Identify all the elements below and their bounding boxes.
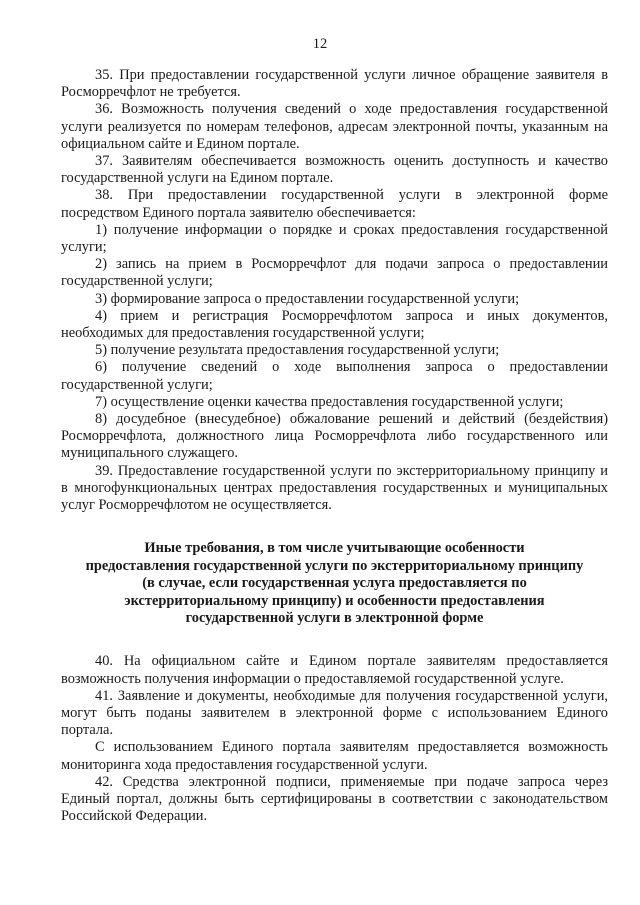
list-item-3: 3) формирование запроса о предоставлении государственной услуги; xyxy=(95,290,520,307)
list-item-2: 2) запись на прием в Росморречфлот для подачи запроса о предоставлении государственной услуги; xyxy=(61,256,608,290)
list-item-4: 4) прием и регистрация Росморречфлотом запроса и иных документов, необходимых для предоставления государственной услуги; xyxy=(61,307,608,342)
heading-line-2: предоставления государственной услуги по экстерриториальному принципу xyxy=(85,557,584,574)
paragraph-36: 36. Возможность получения сведений о ходе предоставления государственной услуги реализуется по номерам телефонов, адресам электронной почты, указанным на официальном сайте и Едином портале. xyxy=(61,101,608,152)
list-item-8: 8) досудебное (внесудебное) обжалование решений и действий (бездействия) Росморречфлота, должностного лица Росморречфлота либо государственного или муниципального служащего. xyxy=(61,411,608,462)
page-number: 12 xyxy=(312,36,328,52)
paragraph-35: 35. При предоставлении государственной услуги личное обращение заявителя в Росморречфлот не требуется. xyxy=(61,67,608,101)
heading-line-3: (в случае, если государственная услуга предоставляется по xyxy=(142,575,527,592)
list-item-7: 7) осуществление оценки качества предоставления государственной услуги; xyxy=(95,393,564,410)
heading-line-5: государственной услуги в электронной форме xyxy=(185,609,484,626)
paragraph-41-continued: С использованием Единого портала заявителям предоставляется возможность мониторинга хода предоставления государственной услуги. xyxy=(61,739,608,773)
section-heading xyxy=(61,540,608,627)
paragraph-40: 40. На официальном сайте и Едином портале заявителям предоставляется возможность получения информации о предоставляемой государственной услуге. xyxy=(61,653,608,687)
list-item-5: 5) получение результата предоставления государственной услуги; xyxy=(95,342,500,359)
paragraph-39: 39. Предоставление государственной услуги по экстерриториальному принципу и в многофункциональных центрах предоставления государственных и муниципальных услуг Росморречфлотом не осуществляется. xyxy=(61,462,608,514)
paragraph-41: 41. Заявление и документы, необходимые для получения государственной услуги, могут быть поданы заявителем в электронной форме с использованием Единого портала. xyxy=(61,687,608,739)
paragraph-37: 37. Заявителям обеспечивается возможность оценить доступность и качество государственной услуги на Едином портале. xyxy=(61,153,608,187)
paragraph-42: 42. Средства электронной подписи, применяемые при подаче запроса через Единый портал, должны быть сертифицированы в соответствии с законодательством Российской Федерации. xyxy=(61,773,608,825)
list-item-6: 6) получение сведений о ходе выполнения запроса о предоставлении государственной услуги; xyxy=(61,359,608,393)
heading-line-4: экстерриториальному принципу) и особенности предоставления xyxy=(124,592,545,609)
paragraph-38: 38. При предоставлении государственной услуги в электронной форме посредством Единого портала заявителю обеспечивается: xyxy=(61,187,608,221)
document-body xyxy=(61,67,608,825)
heading-line-1: Иные требования, в том числе учитывающие особенности xyxy=(144,540,525,557)
list-item-1: 1) получение информации о порядке и сроках предоставления государственной услуги; xyxy=(61,221,608,256)
